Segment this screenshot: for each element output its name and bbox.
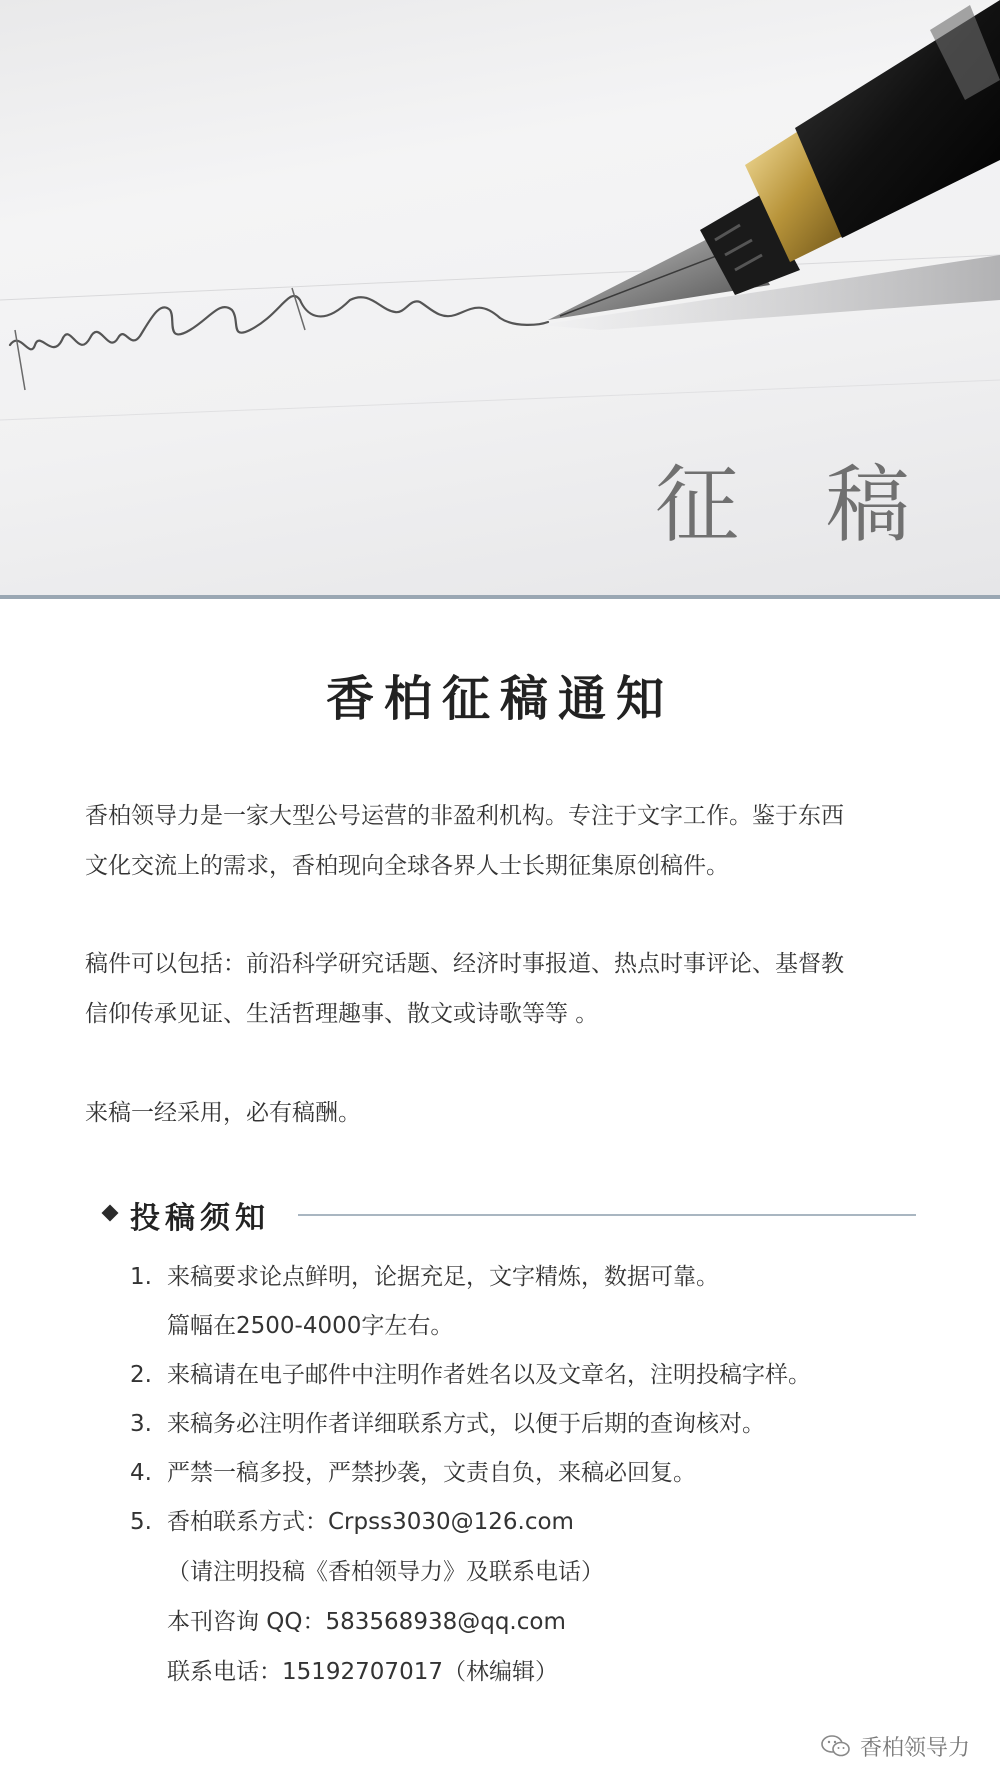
contact-phone: 联系电话：15192707017（林编辑） (167, 1659, 558, 1685)
item-text: 来稿请在电子邮件中注明作者姓名以及文章名，注明投稿字样。 (167, 1362, 811, 1388)
notice-item-continuation: 篇幅在2500-4000字左右。 (167, 1313, 454, 1339)
wechat-icon (820, 1734, 852, 1758)
payment-paragraph (85, 1088, 920, 1138)
paragraph-line: 来稿一经采用，必有稿酬。 (85, 1100, 361, 1126)
watermark (820, 1726, 970, 1766)
item-number: 4. (130, 1460, 152, 1486)
page-title: 香柏征稿通知 (325, 671, 674, 727)
hero-image (0, 0, 1000, 595)
intro-paragraph (85, 791, 920, 891)
item-text: 来稿务必注明作者详细联系方式，以便于后期的查询核对。 (167, 1411, 765, 1437)
hero-caption: 征 稿 (655, 456, 940, 554)
watermark-text: 香柏领导力 (859, 1735, 970, 1761)
paragraph-line: 文化交流上的需求，香柏现向全球各界人士长期征集原创稿件。 (85, 853, 729, 879)
contact-email: 香柏联系方式：Crpss3030@126.com (167, 1509, 574, 1535)
item-number: 1. (130, 1264, 152, 1290)
contact-qq: 本刊咨询 QQ：583568938@qq.com (167, 1609, 566, 1635)
hero-divider (0, 595, 1000, 599)
item-text: 来稿要求论点鲜明，论据充足，文字精炼，数据可靠。 (167, 1264, 719, 1290)
contact-note: （请注明投稿《香柏领导力》及联系电话） (167, 1559, 604, 1585)
paragraph-line: 信仰传承见证、生活哲理趣事、散文或诗歌等等 。 (85, 1001, 599, 1027)
paragraph-line: 稿件可以包括：前沿科学研究话题、经济时事报道、热点时事评论、基督教 (85, 951, 844, 977)
paragraph-line: 香柏领导力是一家大型公号运营的非盈利机构。专注于文字工作。鉴于东西 (85, 803, 844, 829)
notice-divider (298, 1214, 916, 1216)
notice-header (100, 1190, 920, 1240)
item-number: 2. (130, 1362, 152, 1388)
item-text: 严禁一稿多投，严禁抄袭，文责自负，来稿必回复。 (167, 1460, 696, 1486)
item-number: 5. (130, 1509, 152, 1535)
notice-title: 投稿须知 (130, 1201, 270, 1236)
content-scope-paragraph (85, 939, 920, 1039)
diamond-bullet-icon (102, 1205, 119, 1222)
item-number: 3. (130, 1411, 152, 1437)
